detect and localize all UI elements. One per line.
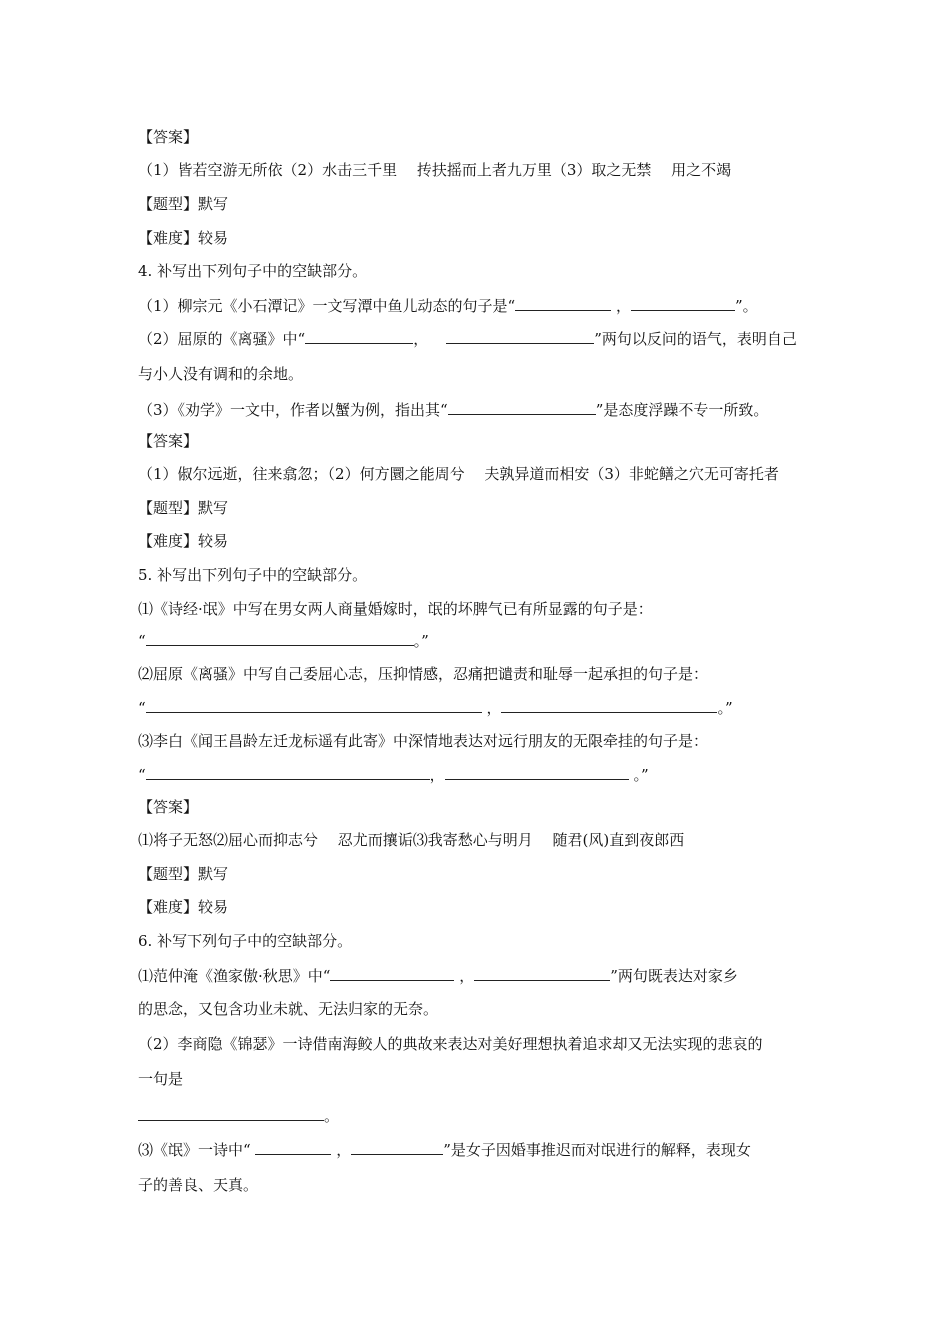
q6-item2-continuation: 一句是 — [138, 1070, 184, 1088]
q6-item1-blank-1[interactable] — [330, 965, 454, 981]
q4-answer-text: （1）俶尔远逝，往来翕忽；（2）何方圜之能周兮 夫孰异道而相安（3）非蛇鳝之穴无可寄托者 — [138, 465, 779, 483]
q5-item3-text: ⑶李白《闻王昌龄左迁龙标遥有此寄》中深情地表达对远行朋友的无限牵挂的句子是： — [138, 732, 709, 750]
q6-item1-blank-2[interactable] — [474, 965, 610, 981]
q6-item2-close: 。 — [324, 1107, 340, 1125]
q6-item3-sep: ， — [331, 1141, 352, 1159]
q6-item1-suffix: ”两句既表达对家乡 — [610, 967, 738, 985]
q5-item1-open: “ — [138, 632, 146, 650]
q4-item1-prefix: （1）柳宗元《小石潭记》一文写潭中鱼儿动态的句子是“ — [138, 297, 516, 315]
q5-item3-blank-1[interactable] — [146, 764, 430, 780]
q5-item2-sep: ， — [481, 699, 502, 717]
q4-item-1 — [138, 295, 758, 316]
q5-item3-answer-line — [138, 764, 649, 785]
q6-item3-prefix: ⑶《氓》一诗中“ — [138, 1141, 256, 1159]
q5-item2-answer-line — [138, 697, 733, 718]
q3-answer-text: （1）皆若空游无所依（2）水击三千里 抟扶摇而上者九万里（3）取之无禁 用之不竭 — [138, 161, 732, 179]
q5-item2-blank-2[interactable] — [501, 697, 717, 713]
q6-item1-sep: ， — [454, 967, 475, 985]
q4-item2-sep: ， — [413, 330, 429, 348]
q6-item1-prefix: ⑴范仲淹《渔家傲·秋思》中“ — [138, 967, 331, 985]
q4-item2-suffix: ”两句以反问的语气，表明自己 — [594, 330, 797, 348]
q4-item1-blank-2[interactable] — [631, 295, 735, 311]
q5-answer-text: ⑴将子无怒⑵屈心而抑志兮 忍尤而攘诟⑶我寄愁心与明月 随君(风)直到夜郎西 — [138, 831, 685, 849]
q4-stem: 4. 补写出下列句子中的空缺部分。 — [138, 262, 368, 280]
q6-item3-blank-1[interactable] — [255, 1139, 331, 1155]
q6-item2-text: （2）李商隐《锦瑟》一诗借南海鲛人的典故来表达对美好理想执着追求却又无法实现的悲哀的 — [138, 1035, 763, 1053]
q4-item-3 — [138, 399, 768, 420]
q4-item3-prefix: （3）《劝学》一文中，作者以蟹为例，指出其“ — [138, 401, 448, 419]
q5-stem: 5. 补写出下列句子中的空缺部分。 — [138, 566, 368, 584]
q6-item2-answer-line — [138, 1105, 339, 1126]
q4-item2-blank-1[interactable] — [305, 328, 413, 344]
q6-item1-continuation: 的思念，又包含功业未就、无法归家的无奈。 — [138, 1000, 439, 1018]
q3-type: 【题型】默写 — [138, 195, 229, 213]
q4-item2-continuation: 与小人没有调和的余地。 — [138, 365, 304, 383]
q5-item2-blank-1[interactable] — [146, 697, 482, 713]
q5-item2-close: 。” — [717, 699, 733, 717]
q5-item3-blank-2[interactable] — [445, 764, 629, 780]
q6-stem: 6. 补写下列句子中的空缺部分。 — [138, 932, 353, 950]
q5-item3-close: 。” — [628, 766, 649, 784]
q5-item3-open: “ — [138, 766, 146, 784]
q6-item3-continuation: 子的善良、天真。 — [138, 1176, 259, 1194]
q5-item1-blank[interactable] — [146, 630, 414, 646]
q4-answer-label: 【答案】 — [138, 432, 199, 450]
q5-type: 【题型】默写 — [138, 865, 229, 883]
q5-item2-text: ⑵屈原《离骚》中写自己委屈心志，压抑情感，忍痛把谴责和耻辱一起承担的句子是： — [138, 665, 709, 683]
q4-item1-blank-1[interactable] — [515, 295, 611, 311]
q6-item-3 — [138, 1139, 751, 1160]
q5-item3-sep: ， — [429, 766, 445, 784]
q3-difficulty: 【难度】较易 — [138, 229, 229, 247]
q4-item-2 — [138, 328, 797, 349]
q6-item3-suffix: ”是女子因婚事推迟而对氓进行的解释，表现女 — [443, 1141, 751, 1159]
q4-item2-blank-2[interactable] — [446, 328, 594, 344]
q4-item3-blank[interactable] — [448, 399, 596, 415]
q4-type: 【题型】默写 — [138, 499, 229, 517]
q4-item1-sep: ， — [611, 297, 631, 315]
q3-answer-label: 【答案】 — [138, 128, 199, 146]
q5-item1-close: 。” — [413, 632, 429, 650]
q5-item1-answer-line — [138, 630, 429, 651]
q5-difficulty: 【难度】较易 — [138, 898, 229, 916]
q4-item1-suffix: ”。 — [735, 297, 758, 315]
q4-item2-prefix: （2）屈原的《离骚》中“ — [138, 330, 306, 348]
q5-item1-text: ⑴《诗经·氓》中写在男女两人商量婚嫁时，氓的坏脾气已有所显露的句子是： — [138, 600, 653, 618]
q6-item2-blank[interactable] — [138, 1105, 324, 1121]
q6-item-1 — [138, 965, 738, 986]
q4-item3-suffix: ”是态度浮躁不专一所致。 — [595, 401, 769, 419]
q4-difficulty: 【难度】较易 — [138, 532, 229, 550]
q6-item3-blank-2[interactable] — [351, 1139, 443, 1155]
q5-item2-open: “ — [138, 699, 146, 717]
q5-answer-label: 【答案】 — [138, 798, 199, 816]
